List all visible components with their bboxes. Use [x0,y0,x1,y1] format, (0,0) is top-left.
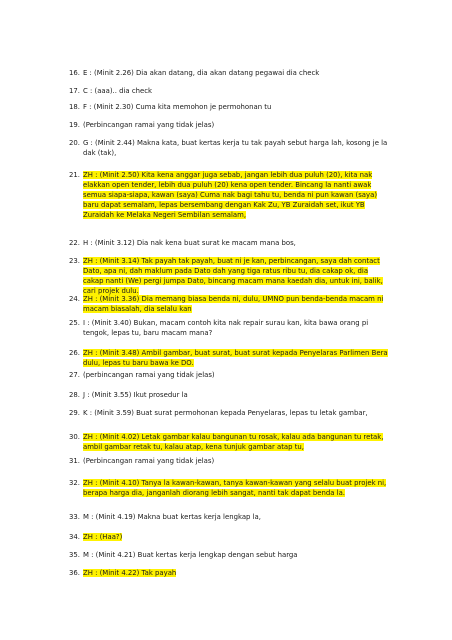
entry-line [83,256,395,266]
transcript-entry [69,138,395,158]
entry-text [69,68,395,78]
entry-line [83,432,395,442]
entry-number: 29. [69,409,80,417]
entry-number: 33. [69,513,80,521]
entry-text [69,432,395,452]
entry-line [83,170,395,180]
entry-text [69,550,395,560]
entry-line [83,180,395,190]
entry-text [69,318,395,338]
entry-text [69,348,395,368]
entry-line [83,266,395,276]
entry-text [69,512,395,522]
transcript-entry [69,348,395,368]
entry-text [69,408,395,418]
entry-line [83,348,395,358]
line-text: J : (Minit 3.55) Ikut prosedur la [83,391,188,399]
line-text: (Perbincangan ramai yang tidak jelas) [83,121,215,129]
highlighted-text: ambil gambar retak tu, kalau atap, kena tunjuk gambar atap tu, [83,443,304,451]
highlighted-text: elakkan open tender, lebih dua puluh (20) kena open tender. Bincang la nanti awak [83,181,372,189]
entry-line [83,390,395,400]
line-text: (Perbincangan ramai yang tidak jelas) [83,457,215,465]
entry-number: 26. [69,349,80,357]
line-text: K : (Minit 3.59) Buat surat permohonan kepada Penyelaras, lepas tu letak gambar, [83,409,368,417]
entry-number: 30. [69,433,80,441]
transcript-entry [69,68,395,78]
entry-number: 25. [69,319,80,327]
transcript-entry [69,120,395,130]
line-text: C : (aaa).. dia check [83,87,153,95]
entry-line [83,102,395,112]
transcript-entry [69,550,395,560]
entry-text [69,370,395,380]
highlighted-text: ZH : (Haa?) [83,533,123,541]
entry-number: 20. [69,139,80,147]
highlighted-text: cari projek dulu. [83,287,139,295]
entry-text [69,456,395,466]
transcript-entry [69,432,395,452]
entry-line [83,120,395,130]
transcript-entry [69,238,395,248]
entry-text [69,86,395,96]
transcript-entry [69,512,395,522]
entry-number: 24. [69,295,80,303]
entry-line [83,190,395,200]
entry-line [83,210,395,220]
entry-line [83,478,395,488]
entry-line [83,304,395,314]
entry-number: 17. [69,87,80,95]
transcript-entry [69,86,395,96]
transcript-entry [69,318,395,338]
entry-line [83,456,395,466]
entry-text [69,390,395,400]
entry-line [83,328,395,338]
transcript-entry [69,478,395,498]
transcript-entry [69,170,395,220]
highlighted-text: baru dapat semalam, lepas bersembang dengan Kak Zu, YB Zuraidah set, ikut YB [83,201,365,209]
transcript-entry [69,408,395,418]
entry-number: 16. [69,69,80,77]
transcript-entry [69,256,395,296]
line-text: E : (Minit 2.26) Dia akan datang, dia akan datang pegawai dia check [83,69,320,77]
highlighted-text: ZH : (Minit 3.36) Dia memang biasa benda ni, dulu, UMNO pun benda-benda macam ni [83,295,384,303]
entry-text [69,238,395,248]
entry-text [69,568,395,578]
highlighted-text: macam biasalah, dia selalu kan [83,305,192,313]
highlighted-text: Dato, apa ni, dah maklum pada Dato dah yang tiga ratus ribu tu, dia cakap ok, dia [83,267,369,275]
line-text: H : (Minit 3.12) Dia nak kena buat surat ke macam mana bos, [83,239,296,247]
entry-text [69,120,395,130]
entry-line [83,138,395,148]
highlighted-text: dulu, lepas tu baru bawa ke DO. [83,359,194,367]
highlighted-text: ZH : (Minit 4.02) Letak gambar kalau bangunan tu rosak, kalau ada bangunan tu retak, [83,433,384,441]
entry-line [83,568,395,578]
entry-line [83,294,395,304]
entry-line [83,370,395,380]
highlighted-text: ZH : (Minit 3.14) Tak payah tak payah, buat ni je kan, perbincangan, saya dah contact [83,257,380,265]
transcript-entry [69,456,395,466]
entry-line [83,86,395,96]
entry-line [83,532,395,542]
entry-text [69,256,395,296]
entry-number: 22. [69,239,80,247]
entry-text [69,138,395,158]
highlighted-text: cakap nanti (We) pergi jumpa Dato, bincang macam mana kaedah dia, untuk ini, balik, [83,277,383,285]
entry-number: 19. [69,121,80,129]
entry-number: 32. [69,479,80,487]
line-text: G : (Minit 2.44) Makna kata, buat kertas kerja tu tak payah sebut harga lah, kosong je la [83,139,388,147]
entry-text [69,294,395,314]
entry-number: 34. [69,533,80,541]
line-text: dak (tak), [83,149,117,157]
entry-line [83,318,395,328]
entry-number: 21. [69,171,80,179]
entry-number: 28. [69,391,80,399]
entry-line [83,488,395,498]
entry-line [83,148,395,158]
entry-number: 27. [69,371,80,379]
entry-text [69,532,395,542]
entry-line [83,512,395,522]
line-text: M : (Minit 4.19) Makna buat kertas kerja lengkap la, [83,513,261,521]
highlighted-text: semua siapa-siapa, kawan (saya) Cuma nak bagi tahu tu, benda ni pun kawan (saya) [83,191,378,199]
entry-number: 36. [69,569,80,577]
entry-text [69,102,395,112]
entry-line [83,68,395,78]
highlighted-text: Zuraidah ke Melaka Negeri Sembilan semalam, [83,211,247,219]
line-text: M : (Minit 4.21) Buat kertas kerja lengkap dengan sebut harga [83,551,298,559]
entry-line [83,442,395,452]
transcript-entry [69,532,395,542]
transcript-entry [69,102,395,112]
transcript-entry [69,568,395,578]
entry-number: 35. [69,551,80,559]
highlighted-text: ZH : (Minit 4.22) Tak payah [83,569,177,577]
entry-line [83,200,395,210]
entry-number: 23. [69,257,80,265]
entry-text [69,478,395,498]
entry-text [69,170,395,220]
highlighted-text: berapa harga dia, janganlah diorang lebih sangat, nanti tak dapat benda la. [83,489,345,497]
highlighted-text: ZH : (Minit 2.50) Kita kena anggar juga sebab, jangan lebih dua puluh (20), kita nak [83,171,373,179]
line-text: (perbincangan ramai yang tidak jelas) [83,371,215,379]
line-text: F : (Minit 2.30) Cuma kita memohon je permohonan tu [83,103,272,111]
transcript-entry [69,294,395,314]
line-text: tengok, lepas tu, baru macam mana? [83,329,213,337]
entry-line [83,358,395,368]
highlighted-text: ZH : (Minit 3.48) Ambil gambar, buat surat, buat surat kepada Penyelaras Parlimen Bera [83,349,388,357]
entry-line [83,550,395,560]
entry-number: 18. [69,103,80,111]
transcript-entry [69,390,395,400]
highlighted-text: ZH : (Minit 4.10) Tanya la kawan-kawan, tanya kawan-kawan yang selalu buat projek ni, [83,479,387,487]
line-text: I : (Minit 3.40) Bukan, macam contoh kita nak repair surau kan, kita bawa orang pi [83,319,369,327]
entry-line [83,238,395,248]
transcript-entry [69,370,395,380]
entry-line [83,276,395,286]
entry-number: 31. [69,457,80,465]
entry-line [83,408,395,418]
